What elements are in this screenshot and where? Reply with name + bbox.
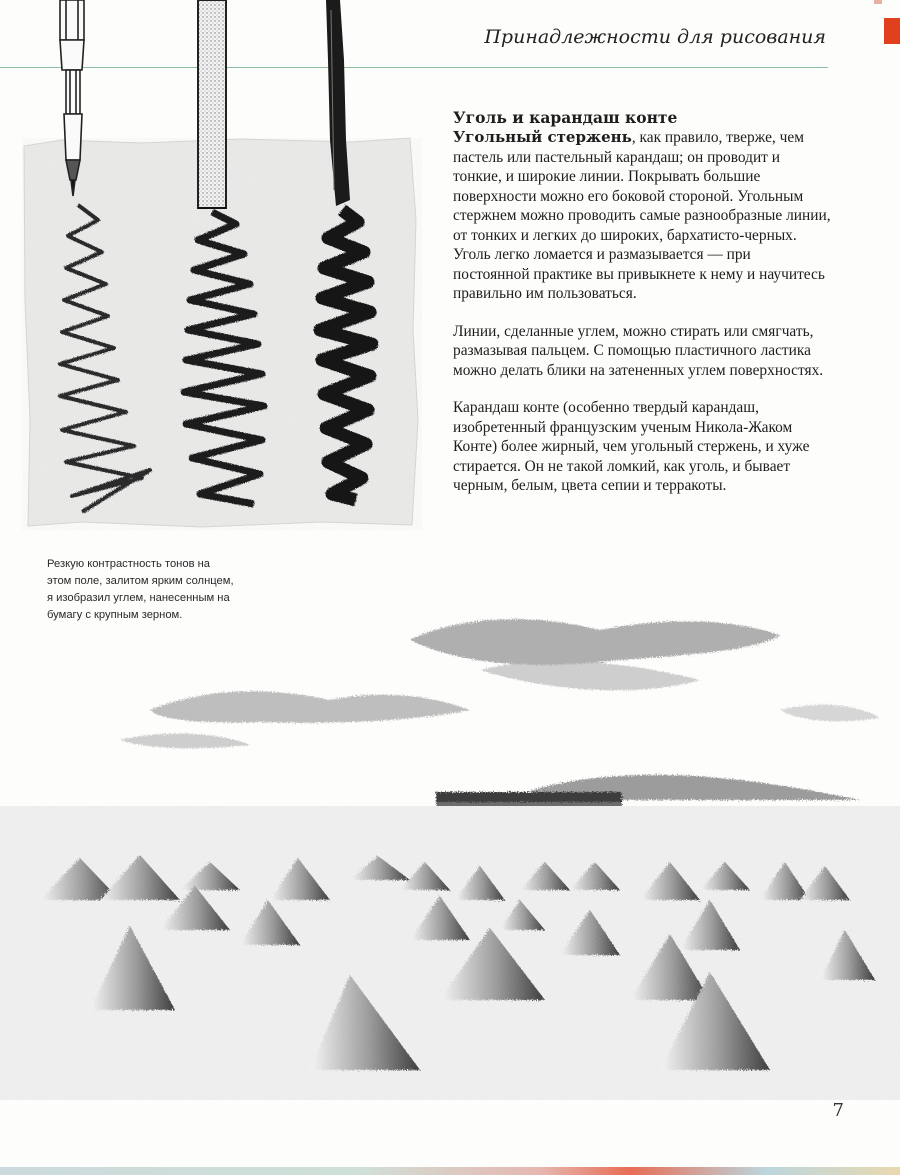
- charcoal-stick-icon: [198, 0, 226, 208]
- field-landscape-drawing: [0, 600, 900, 1100]
- sky-clouds: [120, 619, 880, 748]
- paragraph-charcoal-stick: [453, 128, 831, 304]
- paragraph-1-text: , как правило, тверже, чем пастель или пастельный карандаш; он проводит и тонкие, и широкие линии. Покрывать большие поверхности можно его боковой стороной. Угольным стержнем можно проводить самые разнообразные линии, от тонких и легких до широких, бархатисто-черных. Уголь легко ломается и размазывается — при постоянной практике вы привыкнете к нему и научитесь правильно им пользоваться.: [453, 129, 831, 302]
- page-header-title: Принадлежности для рисования: [484, 26, 826, 48]
- bottom-color-strip: [0, 1167, 900, 1175]
- paragraph-erasing: Линии, сделанные углем, можно стирать или смягчать, размазывая пальцем. С помощью пластичного ластика можно делать блики на затененных углем поверхностях.: [453, 322, 824, 379]
- section-heading: Уголь и карандаш конте: [453, 108, 678, 127]
- term-charcoal-stick: Угольный стержень: [453, 128, 632, 146]
- red-edge-tab: [884, 18, 900, 44]
- illustration-caption: Резкую контрастность тонов на этом поле, залитом ярким солнцем, я изобразил углем, нанесенным на бумагу с крупным зерном.: [47, 558, 234, 621]
- page-number: 7: [832, 1100, 844, 1121]
- drawing-tools-illustration: [22, 0, 422, 530]
- article-text: [453, 108, 831, 514]
- paragraph-conte-pencil: Карандаш конте (особенно твердый карандаш, изобретенный французским ученым Никола-Жаком Конте) более жирный, чем угольный стержень, и хуже стирается. Он не такой ломкий, как уголь, и бывает черным, белым, цвета сепии и терракоты.: [453, 399, 810, 494]
- corner-mark: [874, 0, 882, 4]
